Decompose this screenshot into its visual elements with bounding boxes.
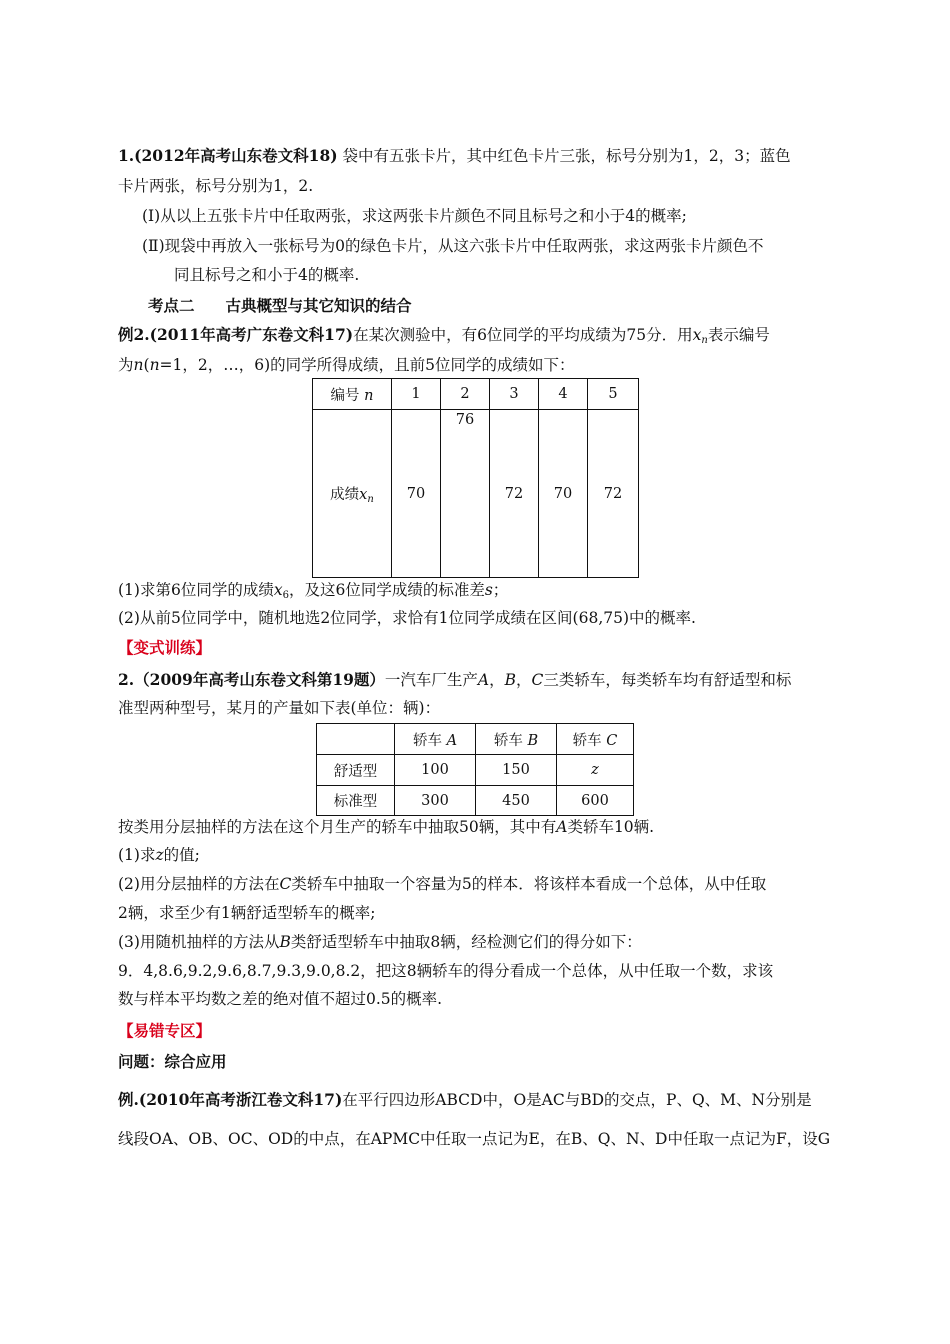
example2-text: 在某次测验中，有6位同学的平均成绩为75分．用	[353, 326, 693, 344]
question-title: 问题：综合应用	[118, 1052, 227, 1071]
problem2-question2	[118, 874, 766, 894]
example2-text-end: 表示编号	[707, 326, 770, 344]
problem2-statement	[118, 817, 654, 837]
t: 轿车	[412, 732, 442, 749]
problem1-question2: (Ⅱ)现袋中再放入一张标号为0的绿色卡片，从这六张卡片中任取两张，求这两张卡片颜色不	[142, 237, 764, 255]
t: 类舒适型轿车中抽取8辆，经检测它们的得分如下：	[290, 933, 642, 951]
row-label-cell	[313, 410, 392, 578]
var-sub-n: n	[701, 335, 708, 346]
t: 按类用分层抽样的方法在这个月生产的轿车中抽取50辆，其中有	[118, 818, 557, 836]
table-row	[317, 755, 634, 786]
t: 在平行四边形ABCD中，O是AC与BD的交点，P、Q、M、N分别是	[342, 1091, 812, 1109]
var-n: n	[364, 387, 374, 404]
table-row	[317, 724, 634, 755]
table-cell: 72	[588, 410, 639, 578]
t: 类轿车10辆.	[567, 818, 655, 836]
problem2-line2: 准型两种型号，某月的产量如下表(单位：辆)：	[118, 699, 441, 717]
t: =1，2，…，6)的同学所得成绩，且前5位同学的成绩如下：	[159, 356, 575, 374]
var-C: C	[606, 732, 618, 749]
var-sub: 6	[282, 590, 289, 601]
table-cell	[476, 724, 557, 755]
var-C: C	[279, 875, 292, 893]
table-cell: 3	[490, 379, 539, 410]
var-B: B	[279, 933, 291, 951]
example2-question1	[118, 580, 508, 606]
table-cell: 600	[557, 786, 634, 816]
table-row	[313, 379, 639, 410]
problem2-question2-cont: 2辆，求至少有1辆舒适型轿车的概率;	[118, 904, 376, 922]
t: 编号	[330, 387, 360, 404]
problem2-question1	[118, 845, 200, 865]
example2-question2: (2)从前5位同学中，随机地选2位同学，求恰有1位同学成绩在区间(68,75)中的概率.	[118, 609, 696, 627]
problem2-line1	[118, 670, 791, 690]
table-cell: 1	[392, 379, 441, 410]
var-x: x	[692, 326, 702, 344]
var-x: x	[359, 486, 368, 503]
table-cell: 72	[490, 410, 539, 578]
problem2-question3	[118, 932, 642, 952]
t: (	[143, 356, 150, 374]
problem2-source: 2.（2009年高考山东卷文科第19题）	[118, 670, 385, 689]
problem1-source: 1.(2012年高考山东卷文科18)	[118, 146, 338, 165]
t: 的值;	[163, 846, 200, 864]
production-table	[316, 723, 634, 816]
table-cell: 5	[588, 379, 639, 410]
table-cell: 标准型	[317, 786, 395, 816]
table-cell: 450	[476, 786, 557, 816]
table-cell: 70	[392, 410, 441, 578]
table-cell: 100	[395, 755, 476, 786]
var-n: n	[149, 356, 160, 374]
var-C: C	[531, 671, 544, 689]
problem2-question3-data: 9．4,8.6,9.2,9.6,8.7,9.3,9.0,8.2，把这8辆轿车的得分看成一个总体，从中任取一个数，求该	[118, 962, 774, 980]
t: 一汽车厂生产	[384, 671, 478, 689]
var-B: B	[504, 671, 517, 689]
table-cell: z	[557, 755, 634, 786]
var-sub-n: n	[367, 493, 374, 505]
header-label-cell	[313, 379, 392, 410]
t: ，	[516, 671, 532, 689]
var-x: x	[273, 581, 283, 599]
t: 成绩	[330, 486, 360, 503]
error-zone-title: 【易错专区】	[118, 1021, 212, 1040]
problem1-question2-cont: 同且标号之和小于4的概率.	[174, 266, 360, 284]
table-cell: 4	[539, 379, 588, 410]
t: (1)求	[118, 846, 156, 864]
problem1-line2: 卡片两张，标号分别为1，2.	[118, 177, 314, 195]
t: 轿车	[572, 732, 602, 749]
var-A: A	[477, 671, 490, 689]
var-n: n	[133, 356, 144, 374]
example3-line2: 线段OA、OB、OC、OD的中点，在APMC中任取一点记为E，在B、Q、N、D中任取一点记为F，设G	[118, 1130, 831, 1148]
table-cell: 150	[476, 755, 557, 786]
example2-line2	[118, 355, 575, 375]
table-row	[317, 786, 634, 816]
var-A: A	[556, 818, 568, 836]
var-s: s	[484, 581, 493, 599]
t: (3)用随机抽样的方法从	[118, 933, 280, 951]
example2-line1	[118, 325, 770, 351]
table-cell: 2	[441, 379, 490, 410]
problem1-text: 袋中有五张卡片，其中红色卡片三张，标号分别为1，2，3；蓝色	[337, 147, 791, 165]
section-heading: 考点二 古典概型与其它知识的结合	[148, 296, 412, 315]
var-A: A	[446, 732, 458, 749]
t: 类轿车中抽取一个容量为5的样本．将该样本看成一个总体，从中任取	[291, 875, 767, 893]
table-cell: 70	[539, 410, 588, 578]
t: 三类轿车，每类轿车均有舒适型和标	[543, 671, 792, 689]
example2-source: 例2.(2011年高考广东卷文科17)	[118, 325, 354, 344]
t: 轿车	[493, 732, 523, 749]
t: ，	[489, 671, 505, 689]
scores-table	[312, 378, 639, 578]
t: (1)求第6位同学的成绩	[118, 581, 274, 599]
table-cell: 300	[395, 786, 476, 816]
table-row	[313, 410, 639, 578]
problem1-question1: (Ⅰ)从以上五张卡片中任取两张，求这两张卡片颜色不同且标号之和小于4的概率;	[142, 207, 687, 225]
var-z: z	[155, 846, 164, 864]
problem1-line1	[118, 146, 791, 166]
variant-training-title: 【变式训练】	[118, 638, 212, 657]
table-cell: 舒适型	[317, 755, 395, 786]
table-cell	[557, 724, 634, 755]
t: ，及这6位同学成绩的标准差	[288, 581, 485, 599]
table-cell	[317, 724, 395, 755]
t: (2)用分层抽样的方法在	[118, 875, 280, 893]
table-cell: 76	[441, 410, 490, 578]
table-cell	[395, 724, 476, 755]
t: ；	[492, 581, 509, 599]
t: 为	[118, 356, 134, 374]
example3-line1	[118, 1090, 812, 1110]
var-B: B	[527, 732, 539, 749]
example3-source: 例.(2010年高考浙江卷文科17)	[118, 1090, 343, 1109]
problem2-question3-cont: 数与样本平均数之差的绝对值不超过0.5的概率.	[118, 990, 443, 1008]
